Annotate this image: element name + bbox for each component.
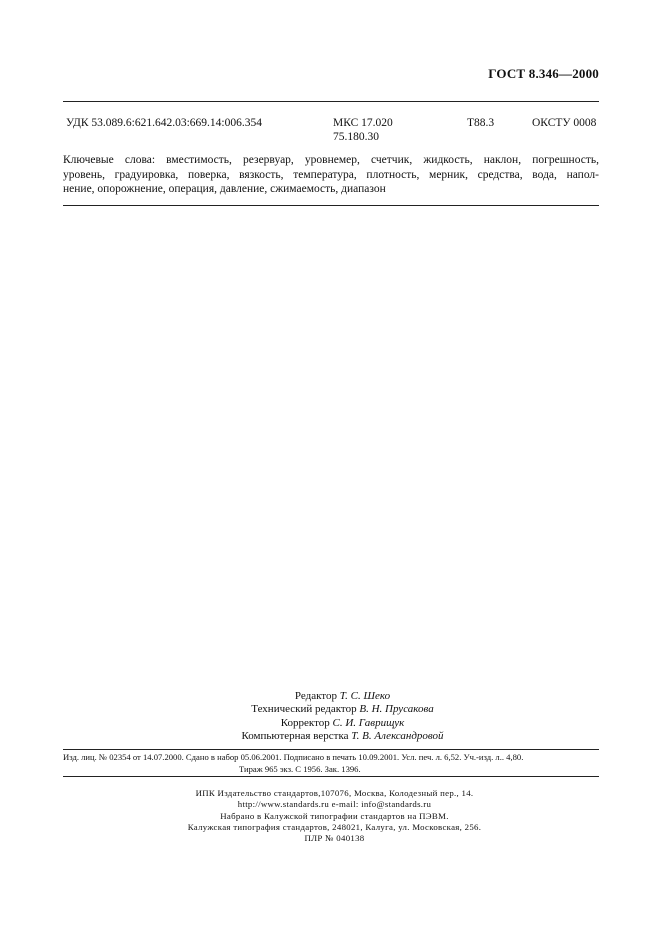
credit-editor	[0, 690, 661, 703]
imprint-line-1: Изд. лиц. № 02354 от 14.07.2000. Сдано в набор 05.06.2001. Подписано в печать 10.09.2001. Усл. печ. л. 6,52. Уч.-изд. л.. 4,80.	[63, 752, 524, 762]
publisher-line: ПЛР № 040138	[304, 833, 365, 844]
divider-top	[63, 101, 599, 102]
standard-code: ГОСТ 8.346—2000	[488, 66, 599, 81]
credit-role: Компьютерная верстка	[241, 729, 349, 742]
keywords-line: уровень, градуировка, поверка, вязкость, температура, плотность, мерник, средства, вода, напол-	[63, 168, 599, 181]
credit-name: Т. В. Александровой	[351, 729, 444, 742]
credits-block	[0, 690, 661, 743]
publisher-line: ИПК Издательство стандартов,107076, Москва, Колодезный пер., 14.	[195, 788, 474, 798]
udk-code: УДК 53.089.6:621.642.03:669.14:006.354	[66, 117, 262, 129]
keywords-line: нение, опорожнение, операция, давление, сжимаемость, диапазон	[63, 183, 386, 195]
imprint-block	[63, 751, 599, 775]
mks-line-2: 75.180.30	[333, 131, 379, 143]
publisher-line: Калужская типография стандартов, 248021, Калуга, ул. Московская, 256.	[187, 821, 482, 832]
divider-imprint-top	[63, 749, 599, 750]
divider-imprint-bottom	[63, 776, 599, 777]
keywords-paragraph	[63, 153, 599, 197]
credit-corrector	[0, 717, 661, 730]
credit-name: Т. С. Шеко	[339, 690, 391, 702]
credit-layout	[0, 730, 661, 743]
t-code: Т88.3	[467, 117, 495, 129]
credit-role: Редактор	[294, 690, 337, 702]
credit-tech-editor	[0, 703, 661, 716]
publisher-block	[0, 788, 661, 844]
mks-code	[333, 116, 393, 144]
keywords-line: Ключевые слова: вместимость, резервуар, уровнемер, счетчик, жидкость, наклон, погрешность,	[63, 154, 599, 166]
credit-role: Технический редактор	[251, 703, 357, 716]
credit-name: С. И. Гаврищук	[332, 716, 405, 729]
publisher-line: Набрано в Калужской типографии стандартов на ПЭВМ.	[220, 810, 449, 821]
mks-line-1: МКС 17.020	[333, 117, 393, 129]
credit-name: В. Н. Прусакова	[359, 703, 434, 716]
credit-role: Корректор	[280, 716, 330, 729]
imprint-line-2: Тираж 965 экз. С 1956. Зак. 1396.	[239, 764, 361, 774]
okstu-code: ОКСТУ 0008	[532, 117, 597, 129]
divider-keywords	[63, 205, 599, 206]
publisher-line: http://www.standards.ru e-mail: info@standards.ru	[237, 799, 432, 810]
